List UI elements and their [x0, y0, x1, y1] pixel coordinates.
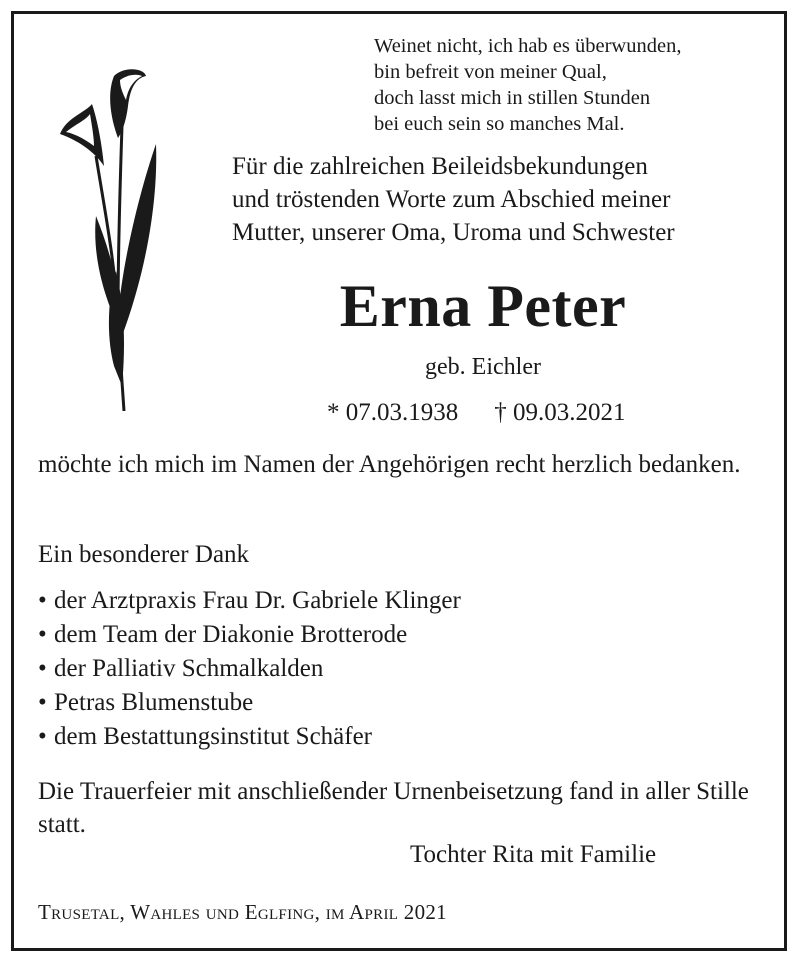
poem-line: Weinet nicht, ich hab es überwunden,: [374, 35, 682, 57]
list-item-text: der Arztpraxis Frau Dr. Gabriele Klinger: [54, 587, 461, 614]
birth-date: * 07.03.1938: [327, 399, 459, 426]
list-item-text: dem Bestattungsinstitut Schäfer: [54, 723, 373, 750]
deceased-name: Erna Peter: [339, 273, 627, 339]
thanks-list: [38, 584, 461, 754]
intro-line: Mutter, unserer Oma, Uroma und Schwester: [232, 219, 675, 246]
maiden-name: geb. Eichler: [425, 354, 541, 380]
intro-block: [232, 150, 675, 249]
life-dates: [327, 397, 626, 429]
list-item: [38, 686, 461, 720]
bullet: •: [38, 621, 47, 648]
death-date: † 09.03.2021: [494, 399, 626, 426]
poem-block: [374, 33, 681, 137]
bullet: •: [38, 655, 47, 682]
list-item-text: Petras Blumenstube: [54, 689, 254, 716]
list-item: [38, 618, 461, 652]
list-item: [38, 584, 461, 618]
special-thanks-heading: Ein besonderer Dank: [38, 541, 250, 568]
bullet: •: [38, 689, 47, 716]
gratitude-text: möchte ich mich im Namen der Angehörigen recht herzlich bedanken.: [38, 451, 741, 478]
poem-line: bin befreit von meiner Qual,: [374, 61, 607, 83]
list-item: [38, 652, 461, 686]
signature: Tochter Rita mit Familie: [410, 841, 657, 868]
list-item-text: dem Team der Diakonie Brotterode: [54, 621, 408, 648]
poem-line: bei euch sein so manches Mal.: [374, 113, 625, 135]
poem-line: doch lasst mich in stillen Stunden: [374, 87, 651, 109]
list-item: [38, 720, 461, 754]
bullet: •: [38, 587, 47, 614]
intro-line: Für die zahlreichen Beileidsbekundungen: [232, 153, 648, 180]
ceremony-text: Die Trauerfeier mit anschließender Urnenbeisetzung fand in aller Stille statt.: [38, 778, 749, 838]
list-item-text: der Palliativ Schmalkalden: [54, 655, 324, 682]
intro-line: und tröstenden Worte zum Abschied meiner: [232, 186, 671, 213]
place-date-footer: Trusetal, Wahles und Eglfing, im April 2021: [38, 900, 447, 924]
bullet: •: [38, 723, 47, 750]
